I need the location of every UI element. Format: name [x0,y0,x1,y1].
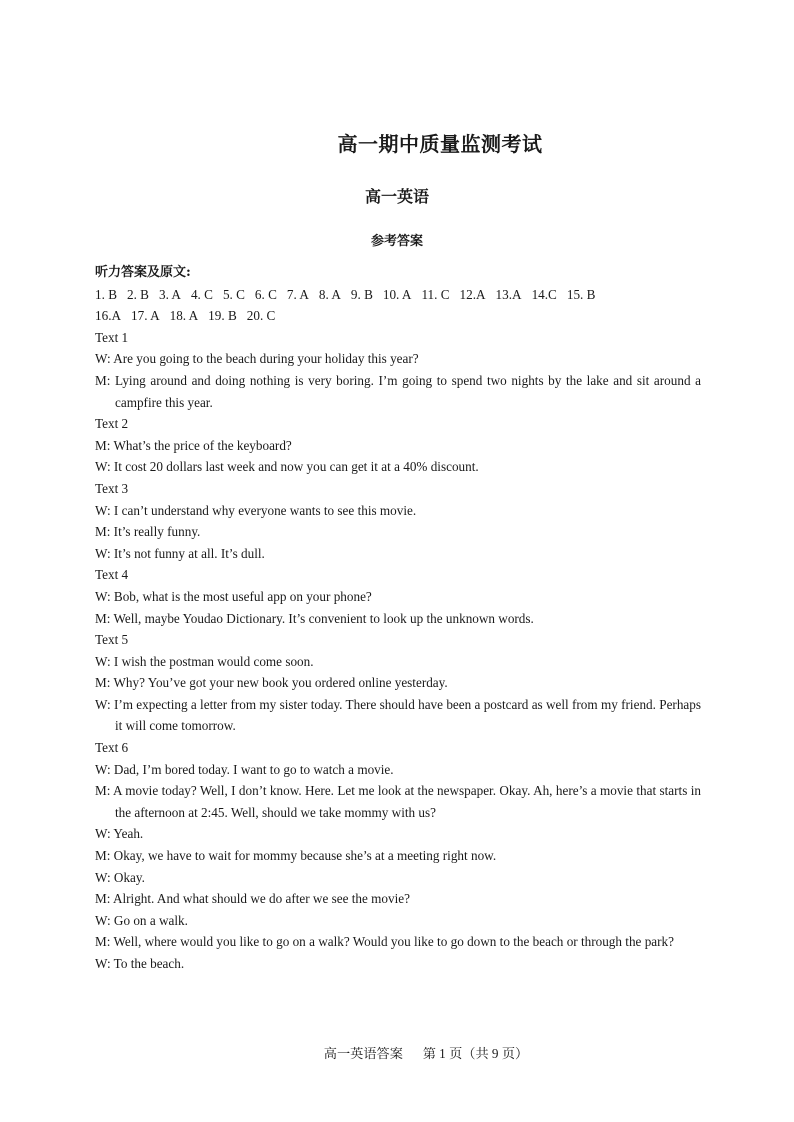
answer-content [95,262,701,975]
text-label: Text 1 [95,329,129,345]
listening-heading: 听力答案及原文: [95,265,191,280]
answer-item: 7. A [286,286,309,302]
dialogue-line: W: Bob, what is the most useful app on your phone? [95,588,372,604]
answer-item: 18. A [169,308,199,324]
dialogue-line: M: A movie today? Well, I don’t know. Here. Let me look at the newspaper. Okay. Ah, here’s a movie that starts in the afternoon at 2:45. Well, should we take mommy with us? [95,783,701,820]
answer-item: 5. C [222,286,245,302]
page-footer [0,1043,794,1062]
dialogue-line: M: Why? You’ve got your new book you ordered online yesterday. [95,675,448,691]
answer-item: 12.A [459,286,486,302]
dialogue-line: W: It cost 20 dollars last week and now you can get it at a 40% discount. [95,459,479,475]
text-label: Text 3 [95,480,129,496]
answer-item: 20. C [246,308,276,324]
dialogue-line: W: To the beach. [95,956,185,971]
answer-item: 2. B [126,286,149,302]
answers-row-2 [95,305,701,327]
document-title: 高一期中质量监测考试 [337,132,543,156]
answer-item: 19. B [208,308,237,324]
answer-item: 11. C [421,286,450,302]
answer-item: 16.A [95,308,122,324]
dialogue-line: W: Yeah. [95,826,144,842]
text-label: Text 5 [95,632,129,648]
dialogue-line: W: I can’t understand why everyone wants to see this movie. [95,502,417,518]
dialogue-line: W: Go on a walk. [95,912,188,928]
answer-item: 1. B [95,286,117,302]
answer-item: 13.A [495,286,522,302]
answer-item: 9. B [350,286,373,302]
dialogue-line: W: Are you going to the beach during your holiday this year? [95,351,419,367]
answer-item: 8. A [318,286,341,302]
answers-row-1 [95,284,701,306]
dialogue-line: W: Okay. [95,869,145,885]
dialogue-line: W: I’m expecting a letter from my sister today. There should have been a postcard as well from my friend. Perhaps it will come tomorrow. [95,696,701,734]
footer-subject: 高一英语答案 [323,1046,403,1061]
dialogue-line: M: Well, maybe Youdao Dictionary. It’s convenient to look up the unknown words. [95,610,534,626]
subject-title: 高一英语 [364,187,429,206]
answer-item: 3. A [158,286,181,302]
text-label: Text 4 [95,567,129,583]
answer-key-title: 参考答案 [370,234,423,249]
dialogue-line: M: It’s really funny. [95,524,201,540]
text-label: Text 6 [95,740,129,756]
page-number: 第 1 页（共 9 页） [422,1046,529,1061]
answer-item: 10. A [382,286,412,302]
dialogue-line: M: What’s the price of the keyboard? [95,437,292,453]
dialogue-line: W: It’s not funny at all. It’s dull. [95,545,265,561]
dialogue-line: W: I wish the postman would come soon. [95,653,314,669]
dialogue-line: W: Dad, I’m bored today. I want to go to watch a movie. [95,761,394,777]
dialogue-line: M: Alright. And what should we do after we see the movie? [95,891,410,907]
answer-item: 6. C [254,286,277,302]
answer-item: 17. A [131,308,160,324]
answer-item: 4. C [190,286,213,302]
answer-item: 15. B [566,286,596,302]
dialogue-line: M: Lying around and doing nothing is very boring. I’m going to spend two nights by the lake and sit around a campfire this year. [95,372,701,410]
dialogue-line: M: Well, where would you like to go on a walk? Would you like to go down to the beach or through the park? [95,934,674,950]
text-label: Text 2 [95,416,129,432]
dialogue-line: M: Okay, we have to wait for mommy because she’s at a meeting right now. [95,848,497,864]
answer-item: 14.C [531,286,557,302]
